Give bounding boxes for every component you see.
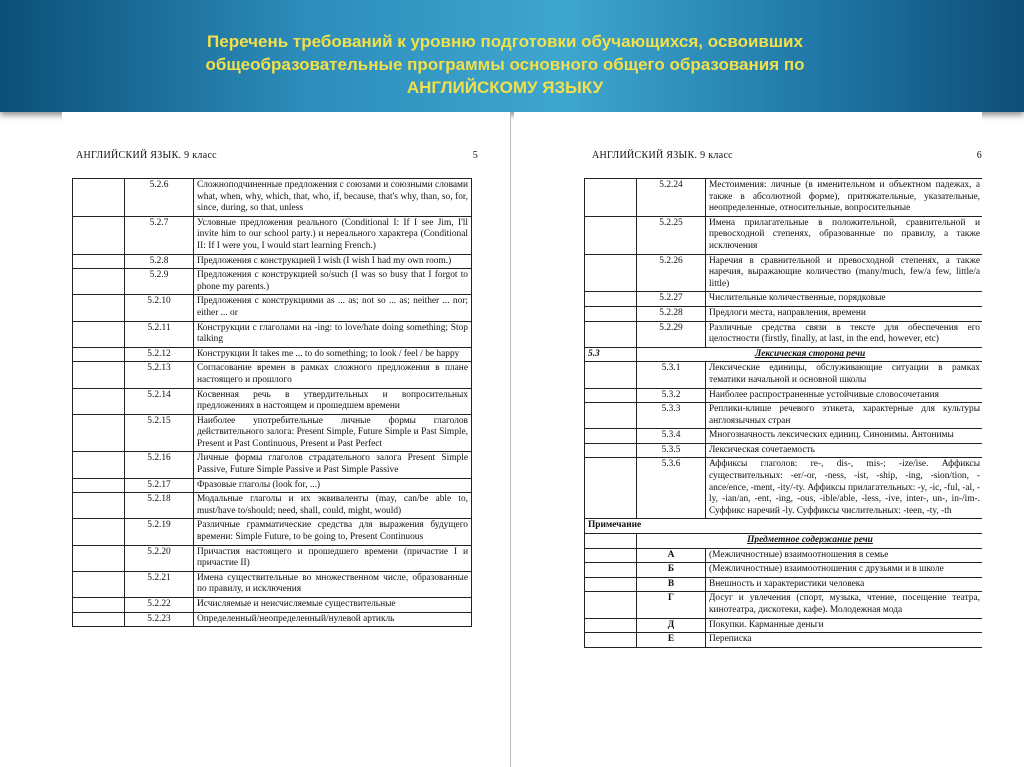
topic-letter: А (637, 548, 706, 563)
subsection-title: Предметное содержание речи (637, 534, 983, 549)
requirements-table-right (584, 178, 982, 648)
empty-cell (585, 548, 637, 563)
item-code: 5.2.14 (125, 388, 194, 414)
table-row (73, 179, 472, 217)
empty-cell (585, 388, 637, 403)
table-row (585, 388, 983, 403)
item-text: Предложения с конструкциями as ... as; not so ... as; neither ... nor; either ... or (194, 295, 472, 321)
item-code: 5.2.15 (125, 414, 194, 452)
item-text: Местоимения: личные (в именительном и объектном падежах, а также в абсолютной форме), притяжательные, указательные, неопределенные, относительные, вопросительные (706, 179, 983, 217)
table-row (585, 362, 983, 388)
table-row (585, 458, 983, 519)
item-text: Исчисляемые и неисчисляемые существительные (194, 598, 472, 613)
table-row (73, 254, 472, 269)
table-row (73, 545, 472, 571)
empty-cell (73, 571, 125, 597)
item-code: 5.2.11 (125, 321, 194, 347)
table-row (73, 519, 472, 545)
empty-cell (73, 519, 125, 545)
item-code: 5.2.19 (125, 519, 194, 545)
empty-cell (73, 216, 125, 254)
empty-cell (73, 388, 125, 414)
empty-cell (585, 306, 637, 321)
empty-cell (585, 292, 637, 307)
empty-cell (585, 458, 637, 519)
item-code: 5.2.27 (637, 292, 706, 307)
empty-cell (585, 563, 637, 578)
item-text: Имена прилагательные в положительной, сравнительной и превосходной степенях, образованные по правилу, а также исключения (706, 216, 983, 254)
page-number: 5 (472, 150, 478, 161)
topic-letter: Е (637, 633, 706, 648)
topic-text: Внешность и характеристики человека (706, 577, 983, 592)
slide-title-line-3: АНГЛИЙСКОМУ ЯЗЫКУ (406, 78, 604, 97)
item-text: Конструкции It takes me ... to do something; to look / feel / be happy (194, 347, 472, 362)
empty-cell (73, 295, 125, 321)
slide-title (90, 30, 920, 99)
section-title: Лексическая сторона речи (637, 347, 983, 362)
topic-text: Переписка (706, 633, 983, 648)
empty-cell (73, 362, 125, 388)
section-number: 5.3 (585, 347, 637, 362)
item-text: Личные формы глаголов страдательного залога Present Simple Passive, Future Simple Passive и Past Simple Passive (194, 452, 472, 478)
page-header-title: АНГЛИЙСКИЙ ЯЗЫК. 9 класс (76, 150, 217, 161)
table-row (73, 612, 472, 627)
empty-cell (585, 534, 637, 549)
item-code: 5.2.22 (125, 598, 194, 613)
topic-text: Покупки. Карманные деньги (706, 618, 983, 633)
item-code: 5.3.4 (637, 429, 706, 444)
item-text: Согласование времен в рамках сложного предложения в плане настоящего и прошлого (194, 362, 472, 388)
item-code: 5.2.9 (125, 269, 194, 295)
item-text: Модальные глаголы и их эквиваленты (may, can/be able to, must/have to/should; need, shall, could, might, would) (194, 493, 472, 519)
item-code: 5.3.1 (637, 362, 706, 388)
table-row (585, 429, 983, 444)
item-text: Конструкции с глаголами на -ing: to love/hate doing something; Stop talking (194, 321, 472, 347)
topic-row (585, 548, 983, 563)
empty-cell (585, 254, 637, 292)
item-code: 5.2.26 (637, 254, 706, 292)
empty-cell (73, 493, 125, 519)
note-label: Примечание (585, 519, 983, 534)
empty-cell (73, 347, 125, 362)
item-code: 5.2.20 (125, 545, 194, 571)
topic-row (585, 577, 983, 592)
item-text: Лексическая сочетаемость (706, 443, 983, 458)
empty-cell (585, 321, 637, 347)
item-text: Многозначность лексических единиц. Синонимы. Антонимы (706, 429, 983, 444)
empty-cell (585, 216, 637, 254)
empty-cell (73, 414, 125, 452)
item-text: Условные предложения реального (Conditional I: If I see Jim, I'll invite him to our school party.) и нереального характера (Conditional II: If I were you, I would start learning French.) (194, 216, 472, 254)
item-text: Косвенная речь в утвердительных и вопросительных предложениях в настоящем и прошедшем времени (194, 388, 472, 414)
empty-cell (585, 633, 637, 648)
empty-cell (585, 403, 637, 429)
empty-cell (73, 478, 125, 493)
item-code: 5.2.10 (125, 295, 194, 321)
table-row (585, 306, 983, 321)
slide-title-line-1: Перечень требований к уровню подготовки обучающихся, освоивших (207, 32, 803, 51)
item-code: 5.3.2 (637, 388, 706, 403)
item-code: 5.2.17 (125, 478, 194, 493)
topic-text: (Межличностные) взаимоотношения с друзьями и в школе (706, 563, 983, 578)
item-code: 5.2.23 (125, 612, 194, 627)
table-row (73, 216, 472, 254)
item-code: 5.2.7 (125, 216, 194, 254)
item-text: Наиболее распространенные устойчивые словосочетания (706, 388, 983, 403)
section-row (585, 347, 983, 362)
item-text: Предложения с конструкцией so/such (I was so busy that I forgot to phone my parents.) (194, 269, 472, 295)
item-code: 5.2.16 (125, 452, 194, 478)
topic-row (585, 563, 983, 578)
table-row (73, 414, 472, 452)
requirements-table-left (72, 178, 472, 627)
empty-cell (73, 179, 125, 217)
item-text: Числительные количественные, порядковые (706, 292, 983, 307)
table-row (585, 321, 983, 347)
item-code: 5.3.6 (637, 458, 706, 519)
table-row (73, 347, 472, 362)
item-text: Предложения с конструкцией I wish (I wish I had my own room.) (194, 254, 472, 269)
table-row (73, 598, 472, 613)
empty-cell (585, 618, 637, 633)
item-code: 5.2.25 (637, 216, 706, 254)
item-text: Имена существительные во множественном числе, образованные по правилу, и исключения (194, 571, 472, 597)
item-text: Причастия настоящего и прошедшего времени (причастие I и причастие II) (194, 545, 472, 571)
item-code: 5.2.8 (125, 254, 194, 269)
table-row (73, 295, 472, 321)
item-text: Различные средства связи в тексте для обеспечения его целостности (firstly, finally, at last, in the end, however, etc) (706, 321, 983, 347)
topic-row (585, 618, 983, 633)
table-row (585, 254, 983, 292)
subsection-row (585, 534, 983, 549)
empty-cell (73, 452, 125, 478)
empty-cell (585, 362, 637, 388)
item-text: Наречия в сравнительной и превосходной степенях, а также наречия, выражающие количество (many/much, few/a few, little/a little) (706, 254, 983, 292)
topic-letter: Г (637, 592, 706, 618)
title-banner (0, 0, 1024, 112)
topic-row (585, 592, 983, 618)
page-divider (510, 112, 511, 767)
topic-letter: В (637, 577, 706, 592)
empty-cell (73, 321, 125, 347)
item-text: Аффиксы глаголов: re-, dis-, mis-; -ize/ise. Аффиксы существительных: -er/-or, -ness, -ist, -ship, -ing, -sion/tion, -ance/ence, -ment, -ity/-ty. Аффиксы прилагательных: -y, -ic, -ful, -al, -ly, -ian/an, -ent, -ing, -ous, -ible/able, -less, -ive, inter-, un-, in-/im-. Суффикс наречий -ly. Суффиксы числительных: -teen, -ty, -th (706, 458, 983, 519)
item-text: Предлоги места, направления, времени (706, 306, 983, 321)
empty-cell (585, 577, 637, 592)
empty-cell (585, 443, 637, 458)
item-code: 5.2.12 (125, 347, 194, 362)
item-code: 5.2.29 (637, 321, 706, 347)
empty-cell (73, 612, 125, 627)
table-row (73, 362, 472, 388)
item-text: Различные грамматические средства для выражения будущего времени: Simple Future, to be going to, Present Continuous (194, 519, 472, 545)
empty-cell (73, 254, 125, 269)
empty-cell (73, 545, 125, 571)
table-row (73, 388, 472, 414)
document-page-left (62, 112, 510, 767)
table-row (585, 216, 983, 254)
topic-letter: Б (637, 563, 706, 578)
table-row (73, 321, 472, 347)
empty-cell (73, 598, 125, 613)
document-page-right (514, 112, 982, 767)
slide-title-line-2: общеобразовательные программы основного общего образования по (205, 55, 805, 74)
item-text: Реплики-клише речевого этикета, характерные для культуры англоязычных стран (706, 403, 983, 429)
table-row (73, 571, 472, 597)
table-row (73, 478, 472, 493)
item-code: 5.2.21 (125, 571, 194, 597)
empty-cell (585, 592, 637, 618)
table-row (585, 292, 983, 307)
item-code: 5.2.28 (637, 306, 706, 321)
empty-cell (585, 429, 637, 444)
topic-text: (Межличностные) взаимоотношения в семье (706, 548, 983, 563)
item-text: Лексические единицы, обслуживающие ситуации в рамках тематики начальной и основной школы (706, 362, 983, 388)
item-text: Определенный/неопределенный/нулевой артикль (194, 612, 472, 627)
item-text: Наиболее употребительные личные формы глаголов действительного залога: Present Simple, Future Simple и Past Simple, Present и Past Continuous, Present и Past Perfect (194, 414, 472, 452)
empty-cell (73, 269, 125, 295)
item-code: 5.2.24 (637, 179, 706, 217)
page-header-title: АНГЛИЙСКИЙ ЯЗЫК. 9 класс (592, 150, 733, 161)
table-row (73, 452, 472, 478)
item-code: 5.3.5 (637, 443, 706, 458)
table-row (585, 403, 983, 429)
item-code: 5.2.13 (125, 362, 194, 388)
table-row (73, 493, 472, 519)
note-row (585, 519, 983, 534)
page-number: 6 (976, 150, 982, 161)
item-code: 5.2.6 (125, 179, 194, 217)
item-text: Сложноподчиненные предложения с союзами и союзными словами what, when, why, which, that, who, if, because, that's why, than, so, for, since, during, so that, unless (194, 179, 472, 217)
empty-cell (585, 179, 637, 217)
table-row (585, 443, 983, 458)
table-row (585, 179, 983, 217)
topic-row (585, 633, 983, 648)
topic-text: Досуг и увлечения (спорт, музыка, чтение, посещение театра, кинотеатра, дискотеки, кафе). Молодежная мода (706, 592, 983, 618)
table-row (73, 269, 472, 295)
item-code: 5.2.18 (125, 493, 194, 519)
item-text: Фразовые глаголы (look for, ...) (194, 478, 472, 493)
topic-letter: Д (637, 618, 706, 633)
item-code: 5.3.3 (637, 403, 706, 429)
